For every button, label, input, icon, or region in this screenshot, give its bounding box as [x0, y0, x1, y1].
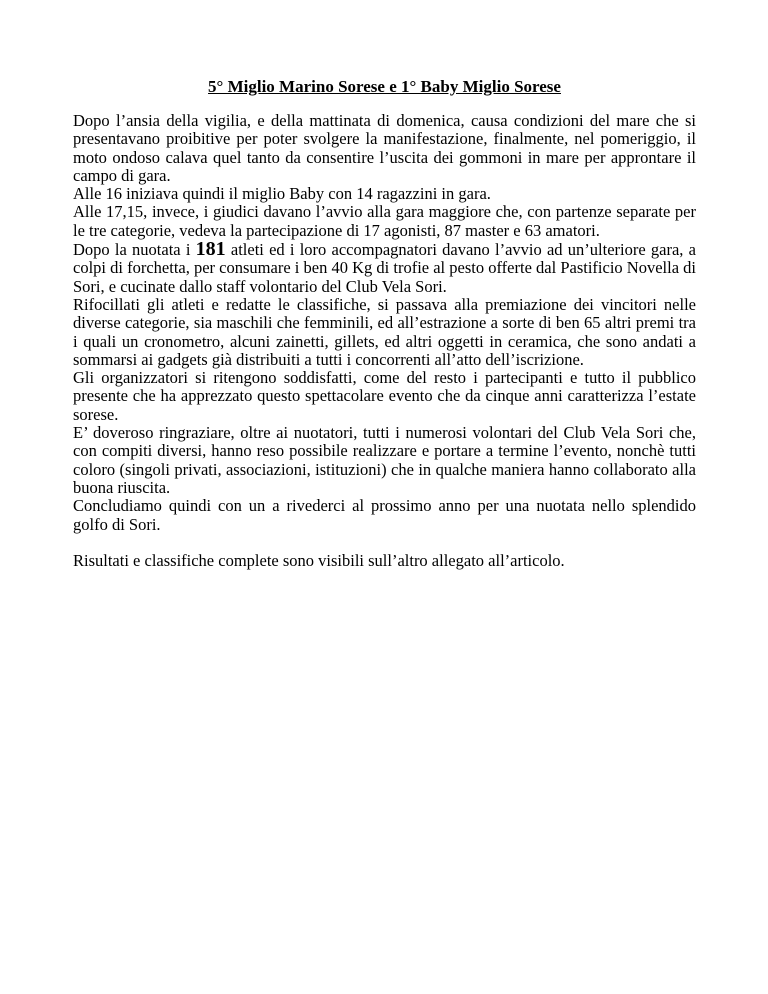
article-body	[73, 112, 696, 534]
document-title: 5° Miglio Marino Sorese e 1° Baby Miglio Sorese	[208, 77, 561, 96]
paragraph-main-race: Alle 17,15, invece, i giudici davano l’avvio alla gara maggiore che, con partenze separate per le tre categorie, vedeva la partecipazione di 17 agonisti, 87 master e 63 amatori.	[73, 202, 696, 240]
paragraph-after-swim-rest: atleti ed i loro accompagnatori davano l’avvio ad un’ulteriore gara, a colpi di forchetta, per consumare i ben 40 Kg di trofie al pesto offerte dal Pastificio Novella di Sori, e cucinate dallo staff volontario del Club Vela Sori.	[73, 240, 696, 296]
paragraph-after-swim	[73, 240, 696, 296]
paragraph-after-swim-lead: Dopo la nuotata i	[73, 240, 196, 260]
athlete-count: 181	[195, 238, 226, 261]
paragraph-results-note: Risultati e classifiche complete sono visibili sull’altro allegato all’articolo.	[73, 550, 565, 570]
paragraph-awards: Rifocillati gli atleti e redatte le classifiche, si passava alla premiazione dei vincitori nelle diverse categorie, sia maschili che femminili, ed all’estrazione a sorte di ben 65 altri premi tra i quali un cronometro, alcuni zainetti, gillets, ed altri oggetti in ceramica, che sono andati a sommarsi ai gadgets già distribuiti a tutti i concorrenti all’atto dell’iscrizione.	[73, 294, 696, 369]
paragraph-thanks: E’ doveroso ringraziare, oltre ai nuotatori, tutti i numerosi volontari del Club Vela Sori che, con compiti diversi, hanno reso possibile realizzare e portare a termine l’evento, nonchè tutti coloro (singoli privati, associazioni, istituzioni) che in qualche maniera hanno collaborato alla buona riuscita.	[73, 423, 696, 497]
paragraph-conclusion: Concludiamo quindi con un a rivederci al prossimo anno per una nuotata nello splendido golfo di Sori.	[73, 496, 696, 534]
paragraph-intro: Dopo l’ansia della vigilia, e della mattinata di domenica, causa condizioni del mare che si presentavano proibitive per poter svolgere la manifestazione, finalmente, nel pomeriggio, il moto ondoso calava quel tanto da consentire l’uscita dei gommoni in mare per approntare il campo di gara.	[73, 111, 696, 185]
paragraph-baby-race: Alle 16 iniziava quindi il miglio Baby con 14 ragazzini in gara.	[73, 184, 491, 204]
document-page	[73, 76, 696, 570]
paragraph-organizers: Gli organizzatori si ritengono soddisfatti, come del resto i partecipanti e tutto il pubblico presente che ha apprezzato questo spettacolare evento che da cinque anni caratterizza l’estate sorese.	[73, 368, 696, 424]
